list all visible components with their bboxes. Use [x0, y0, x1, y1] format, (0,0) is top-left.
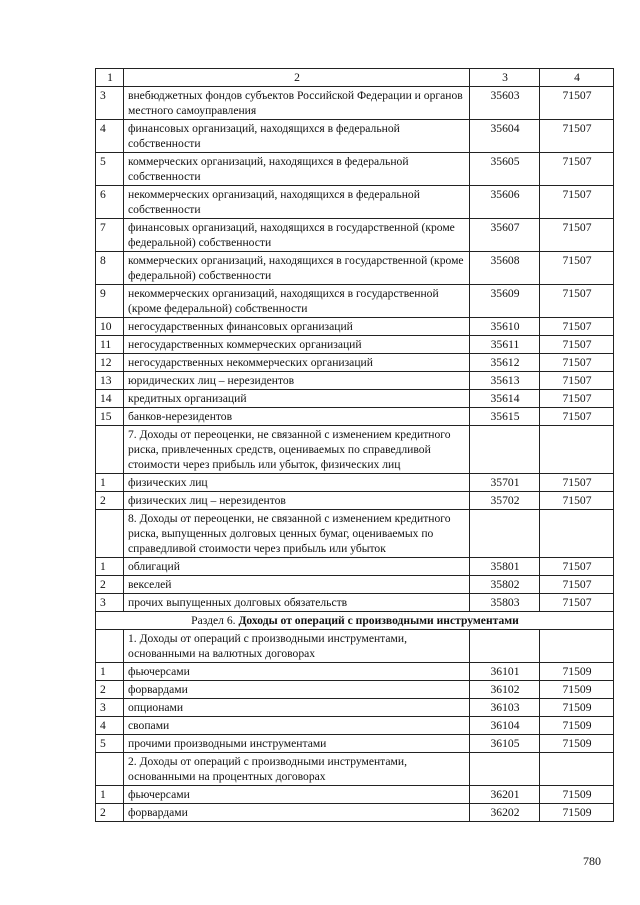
empty-cell	[96, 510, 124, 558]
row-account: 71507	[540, 285, 614, 318]
row-description: фьючерсами	[124, 663, 470, 681]
row-number: 15	[96, 408, 124, 426]
row-code: 36104	[470, 717, 540, 735]
row-code: 36202	[470, 804, 540, 822]
row-code: 35610	[470, 318, 540, 336]
table-row	[96, 120, 614, 153]
row-account: 71507	[540, 474, 614, 492]
row-description: коммерческих организаций, находящихся в государственной (кроме федеральной) собственности	[124, 252, 470, 285]
table-row	[96, 681, 614, 699]
row-code: 36101	[470, 663, 540, 681]
row-code: 36102	[470, 681, 540, 699]
row-description: форвардами	[124, 804, 470, 822]
row-description: негосударственных некоммерческих организаций	[124, 354, 470, 372]
table-row	[96, 594, 614, 612]
row-code: 35603	[470, 87, 540, 120]
row-account: 71507	[540, 576, 614, 594]
row-description: финансовых организаций, находящихся в федеральной собственности	[124, 120, 470, 153]
table-row	[96, 390, 614, 408]
row-account: 71509	[540, 735, 614, 753]
row-code: 35701	[470, 474, 540, 492]
table-row	[96, 336, 614, 354]
table-row	[96, 558, 614, 576]
row-number: 8	[96, 252, 124, 285]
row-code: 36105	[470, 735, 540, 753]
row-code: 35606	[470, 186, 540, 219]
row-code: 35607	[470, 219, 540, 252]
row-code: 35611	[470, 336, 540, 354]
s6-group-2-title: 2. Доходы от операций с производными инструментами, основанными на процентных договорах	[124, 753, 470, 786]
row-code: 35604	[470, 120, 540, 153]
row-number: 3	[96, 699, 124, 717]
row-code: 35605	[470, 153, 540, 186]
row-code: 36201	[470, 786, 540, 804]
row-account: 71509	[540, 699, 614, 717]
row-description: негосударственных коммерческих организаций	[124, 336, 470, 354]
row-account: 71507	[540, 153, 614, 186]
row-description: форвардами	[124, 681, 470, 699]
empty-cell	[470, 630, 540, 663]
ledger-table	[95, 68, 614, 822]
row-number: 4	[96, 717, 124, 735]
row-account: 71507	[540, 120, 614, 153]
row-description: банков-нерезидентов	[124, 408, 470, 426]
table-row	[96, 717, 614, 735]
empty-cell	[470, 510, 540, 558]
table-row	[96, 786, 614, 804]
row-number: 2	[96, 576, 124, 594]
row-number: 1	[96, 786, 124, 804]
row-description: прочих выпущенных долговых обязательств	[124, 594, 470, 612]
table-row	[96, 186, 614, 219]
table-row	[96, 699, 614, 717]
row-code: 35613	[470, 372, 540, 390]
table-row	[96, 576, 614, 594]
row-description: облигаций	[124, 558, 470, 576]
empty-cell	[96, 630, 124, 663]
empty-cell	[540, 753, 614, 786]
table-row	[96, 372, 614, 390]
row-code: 35609	[470, 285, 540, 318]
row-number: 1	[96, 663, 124, 681]
row-code: 35615	[470, 408, 540, 426]
row-code: 36103	[470, 699, 540, 717]
row-description: свопами	[124, 717, 470, 735]
row-number: 2	[96, 492, 124, 510]
group-heading-row	[96, 630, 614, 663]
row-number: 1	[96, 474, 124, 492]
header-col-3: 3	[470, 69, 540, 87]
row-account: 71509	[540, 804, 614, 822]
row-code: 35802	[470, 576, 540, 594]
empty-cell	[96, 426, 124, 474]
row-account: 71507	[540, 594, 614, 612]
page-number: 780	[583, 854, 601, 868]
row-description: прочими производными инструментами	[124, 735, 470, 753]
section-6-heading	[96, 612, 614, 630]
row-account: 71509	[540, 663, 614, 681]
group-8-title: 8. Доходы от переоценки, не связанной с изменением кредитного риска, выпущенных долговых ценных бумаг, оцениваемых по справедливой стоимости через прибыль или убыток	[124, 510, 470, 558]
row-description: некоммерческих организаций, находящихся в государственной (кроме федеральной) собственности	[124, 285, 470, 318]
row-number: 2	[96, 804, 124, 822]
row-code: 35801	[470, 558, 540, 576]
row-code: 35803	[470, 594, 540, 612]
row-description: внебюджетных фондов субъектов Российской Федерации и органов местного самоуправления	[124, 87, 470, 120]
header-row	[96, 69, 614, 87]
row-description: юридических лиц – нерезидентов	[124, 372, 470, 390]
row-number: 5	[96, 153, 124, 186]
empty-cell	[540, 630, 614, 663]
row-account: 71507	[540, 390, 614, 408]
row-description: финансовых организаций, находящихся в государственной (кроме федеральной) собственности	[124, 219, 470, 252]
table-row	[96, 219, 614, 252]
row-code: 35612	[470, 354, 540, 372]
row-code: 35608	[470, 252, 540, 285]
row-account: 71507	[540, 408, 614, 426]
row-account: 71509	[540, 717, 614, 735]
row-account: 71507	[540, 318, 614, 336]
section-heading-row	[96, 612, 614, 630]
group-7-title: 7. Доходы от переоценки, не связанной с изменением кредитного риска, привлеченных средств, оцениваемых по справедливой стоимости через прибыль или убыток, физических лиц	[124, 426, 470, 474]
row-account: 71507	[540, 252, 614, 285]
row-code: 35702	[470, 492, 540, 510]
row-description: кредитных организаций	[124, 390, 470, 408]
table-row	[96, 804, 614, 822]
group-heading-row	[96, 753, 614, 786]
empty-cell	[470, 753, 540, 786]
section-6-title: Доходы от операций с производными инструментами	[238, 614, 519, 627]
row-number: 4	[96, 120, 124, 153]
row-account: 71507	[540, 219, 614, 252]
row-number: 5	[96, 735, 124, 753]
row-description: опционами	[124, 699, 470, 717]
row-number: 6	[96, 186, 124, 219]
table-row	[96, 153, 614, 186]
row-description: негосударственных финансовых организаций	[124, 318, 470, 336]
row-number: 3	[96, 87, 124, 120]
empty-cell	[540, 510, 614, 558]
row-description: физических лиц – нерезидентов	[124, 492, 470, 510]
row-number: 12	[96, 354, 124, 372]
row-number: 13	[96, 372, 124, 390]
empty-cell	[540, 426, 614, 474]
header-col-4: 4	[540, 69, 614, 87]
row-account: 71509	[540, 681, 614, 699]
row-description: векселей	[124, 576, 470, 594]
table-row	[96, 735, 614, 753]
row-description: коммерческих организаций, находящихся в федеральной собственности	[124, 153, 470, 186]
row-number: 9	[96, 285, 124, 318]
table-row	[96, 663, 614, 681]
row-description: некоммерческих организаций, находящихся в федеральной собственности	[124, 186, 470, 219]
row-account: 71507	[540, 87, 614, 120]
empty-cell	[96, 753, 124, 786]
row-account: 71507	[540, 372, 614, 390]
s6-group-1-title: 1. Доходы от операций с производными инструментами, основанными на валютных договорах	[124, 630, 470, 663]
row-number: 3	[96, 594, 124, 612]
row-description: фьючерсами	[124, 786, 470, 804]
table-row	[96, 408, 614, 426]
group-heading-row	[96, 510, 614, 558]
group-heading-row	[96, 426, 614, 474]
row-description: физических лиц	[124, 474, 470, 492]
header-col-2: 2	[124, 69, 470, 87]
row-account: 71507	[540, 354, 614, 372]
row-number: 7	[96, 219, 124, 252]
row-number: 10	[96, 318, 124, 336]
row-account: 71509	[540, 786, 614, 804]
row-account: 71507	[540, 186, 614, 219]
table-row	[96, 252, 614, 285]
table-row	[96, 474, 614, 492]
row-account: 71507	[540, 492, 614, 510]
table-row	[96, 285, 614, 318]
section-6-prefix: Раздел 6.	[191, 614, 239, 627]
table-row	[96, 492, 614, 510]
row-number: 1	[96, 558, 124, 576]
row-number: 14	[96, 390, 124, 408]
header-col-1: 1	[96, 69, 124, 87]
table-row	[96, 354, 614, 372]
row-account: 71507	[540, 558, 614, 576]
empty-cell	[470, 426, 540, 474]
row-number: 11	[96, 336, 124, 354]
row-account: 71507	[540, 336, 614, 354]
table-row	[96, 87, 614, 120]
table-row	[96, 318, 614, 336]
row-number: 2	[96, 681, 124, 699]
row-code: 35614	[470, 390, 540, 408]
